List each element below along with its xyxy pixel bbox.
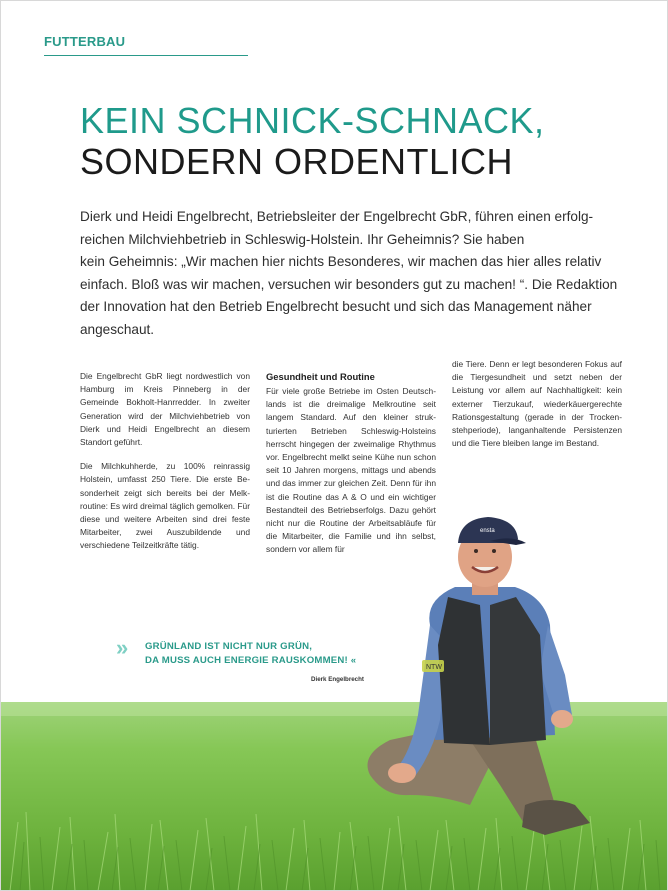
- lead-paragraph: Dierk und Heidi Engelbrecht, Betriebsleiter der Engelbrecht GbR, führen einen erfolgreichen Milchviehbetrieb in Schleswig-Holstein. Ihr Geheimnis? Sie haben kein Geheimnis: „Wir machen hier nichts Besonderes, wir machen das hier alles relativ einfach. Bloß was wir machen, versuchen wir besonders gut zu machen! “. Die Redaktion der Innovation hat den Betrieb Engelbrecht besucht und sich das Management näher angeschaut.: [80, 209, 618, 337]
- pull-quote: [116, 635, 368, 683]
- headline-line-1: KEIN SCHNICK-SCHNACK,: [80, 100, 545, 141]
- text-column-3: [452, 358, 622, 461]
- farmer-photo: [340, 505, 640, 845]
- section-label: FUTTERBAU: [44, 34, 126, 49]
- paragraph: Für viele große Betriebe im Osten Deutschlands ist die dreimalige Melkroutine seit langem Standard. Auf den kleiner strukturierten Betrieben Schleswig-Holsteins herrscht hingegen der zweimalige Rhythmus vor. Engelbrecht melkt seine Kühe nun schon seit 10 Jahren morgens, mittags und abends und das immer zur gleichen Zeit. Denn für ihn ist die Routine das A & O und ein wichtiger Bestandteil des Betriebserfolgs. Dazu gehört nicht nur die Routine der Arbeitsabläufe für die Mitarbeiter, die Familie und ihn selbst, sondern vor allem für: [266, 386, 436, 555]
- paragraph: die Tiere. Denn er legt besonderen Fokus auf die Tiergesundheit und setzt neben der Leistung vor allem auf Nachhaltigkeit: kein externer Tierzukauf, wiederkäuergerechte Rationsgestaltung (gerade in der Trockenstehperiode), langanhaltende Persistenzen und die Tiere bleiben lange im Bestand.: [452, 359, 622, 449]
- headline: [80, 100, 545, 182]
- quote-author: Dierk Engelbrecht: [311, 676, 364, 683]
- text-column-1: [80, 370, 250, 564]
- paragraph: Die Engelbrecht GbR liegt nordwestlich von Hamburg im Kreis Pinneberg in der Gemeinde Bokholt-Hanrredder. In zweiter Generation wird der Milchviehbetrieb von Dierk und Heidi Engelbrecht an diesem Standort geführt.: [80, 371, 250, 448]
- headline-line-2: SONDERN ORDENTLICH: [80, 141, 514, 182]
- pull-quote-line-2: DA MUSS AUCH ENERGIE RAUSKOMMEN! «: [145, 655, 357, 666]
- pull-quote-text: [145, 640, 368, 668]
- vest-patch-text: NTW: [426, 664, 442, 671]
- subheading: Gesundheit und Routine: [266, 371, 375, 382]
- paragraph: Die Milchkuhherde, zu 100% reinrassig Holstein, umfasst 250 Tiere. Die erste Besonderheit zeigt sich bereits bei der Melkroutine: Es wird dreimal täglich gemolken. Für diese und weitere Arbeiten sind drei feste Mitarbeiter, zwei Auszubildende und verschiedene Teilzeitkräfte tätig.: [80, 461, 250, 551]
- pull-quote-line-1: GRÜNLAND IST NICHT NUR GRÜN,: [145, 641, 313, 652]
- cap-logo-text: ensta: [480, 528, 495, 534]
- section-divider: [44, 55, 248, 56]
- quote-chevron-icon: »: [116, 635, 126, 660]
